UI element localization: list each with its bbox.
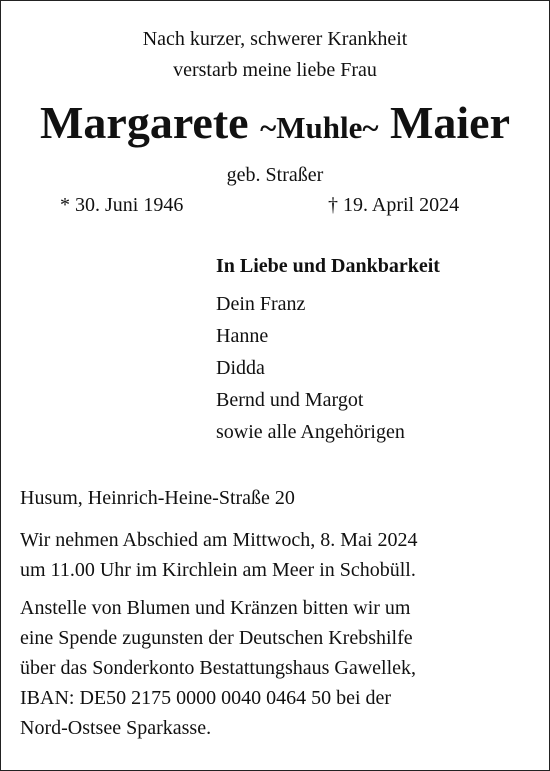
mourner-item: Bernd und Margot — [216, 389, 364, 411]
mourner-item: sowie alle Angehörigen — [216, 421, 405, 443]
birth-name: geb. Straßer — [226, 164, 324, 186]
birth-date: * 30. Juni 1946 — [60, 194, 184, 216]
donation-line-1: Anstelle von Blumen und Kränzen bitten wir um — [20, 597, 411, 619]
death-date: † 19. April 2024 — [328, 194, 460, 216]
mourner-item: Didda — [216, 357, 265, 379]
intro-line-2: verstarb meine liebe Frau — [173, 59, 377, 81]
donation-line-3: über das Sonderkonto Bestattungshaus Gawellek, — [20, 657, 417, 679]
address-line: Husum, Heinrich-Heine-Straße 20 — [20, 487, 295, 509]
service-line-1: Wir nehmen Abschied am Mittwoch, 8. Mai 2024 — [20, 529, 418, 551]
mourners-list — [216, 288, 405, 448]
donation-line-5: Nord-Ostsee Sparkasse. — [20, 717, 212, 739]
nickname: ~Muhle~ — [260, 110, 379, 145]
donation-line-2: eine Spende zugunsten der Deutschen Krebshilfe — [20, 627, 413, 649]
first-name: Margarete — [40, 97, 249, 148]
deceased-name — [0, 95, 550, 156]
gratitude-heading: In Liebe und Dankbarkeit — [216, 255, 440, 277]
family-address — [20, 483, 535, 513]
last-name: Maier — [389, 97, 510, 148]
service-line-2: um 11.00 Uhr im Kirchlein am Meer in Schobüll. — [20, 559, 416, 581]
donation-info — [20, 593, 535, 743]
donation-line-4: IBAN: DE50 2175 0000 0040 0464 50 bei der — [20, 687, 392, 709]
service-info — [20, 525, 535, 585]
mourner-item: Hanne — [216, 325, 269, 347]
intro-line-1: Nach kurzer, schwerer Krankheit — [142, 28, 408, 50]
mourner-item: Dein Franz — [216, 293, 306, 315]
